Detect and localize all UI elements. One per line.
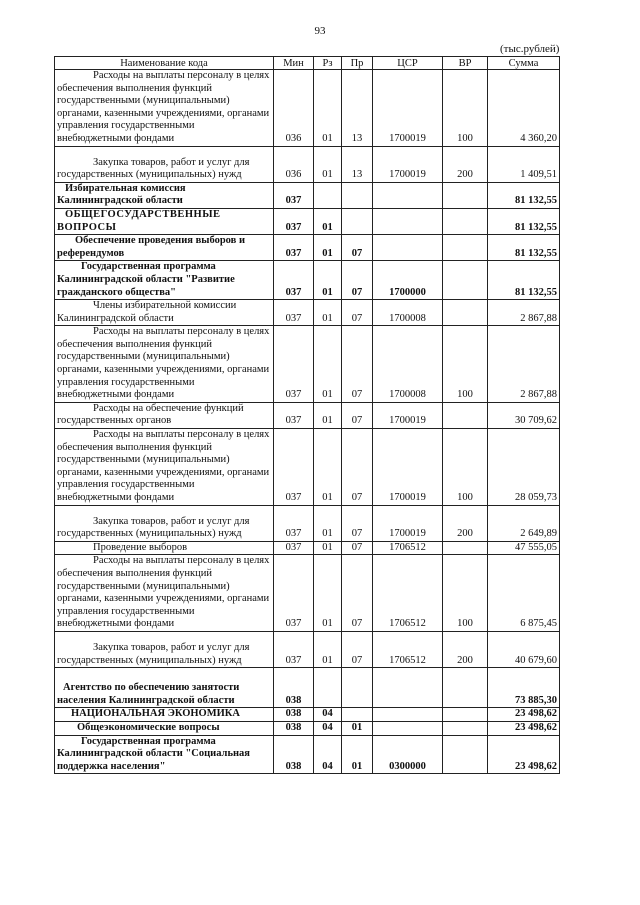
header-rz: Рз bbox=[314, 57, 342, 70]
row-pr: 13 bbox=[342, 146, 373, 182]
row-min: 037 bbox=[274, 555, 314, 632]
row-csr bbox=[373, 708, 443, 722]
row-pr: 13 bbox=[342, 70, 373, 147]
row-vr bbox=[443, 235, 488, 261]
table-row bbox=[55, 326, 560, 403]
table-row bbox=[55, 668, 560, 708]
row-min: 037 bbox=[274, 261, 314, 300]
row-min: 037 bbox=[274, 541, 314, 555]
row-vr bbox=[443, 721, 488, 735]
row-min: 038 bbox=[274, 735, 314, 774]
row-pr: 01 bbox=[342, 721, 373, 735]
row-rz bbox=[314, 668, 342, 708]
row-rz: 01 bbox=[314, 429, 342, 506]
row-sum: 2 867,88 bbox=[488, 300, 560, 326]
row-min: 037 bbox=[274, 505, 314, 541]
row-name: Государственная программа Калининградской области "Социальная поддержка населения" bbox=[55, 735, 274, 774]
row-vr bbox=[443, 182, 488, 208]
row-csr bbox=[373, 668, 443, 708]
row-pr: 07 bbox=[342, 326, 373, 403]
row-csr bbox=[373, 182, 443, 208]
row-min: 037 bbox=[274, 402, 314, 428]
row-csr: 0300000 bbox=[373, 735, 443, 774]
row-pr: 07 bbox=[342, 300, 373, 326]
row-sum: 73 885,30 bbox=[488, 668, 560, 708]
table-row bbox=[55, 708, 560, 722]
row-min: 036 bbox=[274, 146, 314, 182]
row-csr: 1700019 bbox=[373, 146, 443, 182]
row-sum: 23 498,62 bbox=[488, 721, 560, 735]
row-sum: 40 679,60 bbox=[488, 631, 560, 667]
row-rz: 01 bbox=[314, 326, 342, 403]
table-row bbox=[55, 146, 560, 182]
row-sum: 81 132,55 bbox=[488, 261, 560, 300]
row-rz: 01 bbox=[314, 261, 342, 300]
row-rz: 01 bbox=[314, 541, 342, 555]
row-min: 037 bbox=[274, 326, 314, 403]
row-name: Расходы на выплаты персоналу в целях обеспечения выполнения функций государственными (муниципальными) органами, казенными учреждениями, органами управления государственными внебюджетными фондами bbox=[55, 326, 274, 403]
row-vr: 200 bbox=[443, 631, 488, 667]
row-name: Закупка товаров, работ и услуг для государственных (муниципальных) нужд bbox=[55, 505, 274, 541]
table-row bbox=[55, 208, 560, 234]
row-vr bbox=[443, 261, 488, 300]
row-min: 036 bbox=[274, 70, 314, 147]
row-pr: 07 bbox=[342, 541, 373, 555]
row-sum: 47 555,05 bbox=[488, 541, 560, 555]
row-csr: 1700019 bbox=[373, 429, 443, 506]
row-sum: 23 498,62 bbox=[488, 735, 560, 774]
row-vr bbox=[443, 708, 488, 722]
row-csr: 1700019 bbox=[373, 402, 443, 428]
row-sum: 1 409,51 bbox=[488, 146, 560, 182]
row-name: Закупка товаров, работ и услуг для государственных (муниципальных) нужд bbox=[55, 631, 274, 667]
row-rz: 01 bbox=[314, 208, 342, 234]
row-vr: 100 bbox=[443, 326, 488, 403]
row-name: Проведение выборов bbox=[55, 541, 274, 555]
row-min: 037 bbox=[274, 429, 314, 506]
row-min: 037 bbox=[274, 235, 314, 261]
table-header bbox=[55, 57, 560, 70]
row-name: Закупка товаров, работ и услуг для государственных (муниципальных) нужд bbox=[55, 146, 274, 182]
header-min: Мин bbox=[274, 57, 314, 70]
row-vr: 100 bbox=[443, 429, 488, 506]
row-rz: 01 bbox=[314, 631, 342, 667]
row-sum: 4 360,20 bbox=[488, 70, 560, 147]
row-rz: 01 bbox=[314, 70, 342, 147]
row-min: 038 bbox=[274, 721, 314, 735]
row-name: ОБЩЕГОСУДАРСТВЕННЫЕ ВОПРОСЫ bbox=[55, 208, 274, 234]
table-row bbox=[55, 70, 560, 147]
table-row bbox=[55, 555, 560, 632]
row-sum: 2 867,88 bbox=[488, 326, 560, 403]
row-csr: 1700019 bbox=[373, 70, 443, 147]
row-vr bbox=[443, 300, 488, 326]
table-row bbox=[55, 505, 560, 541]
row-pr bbox=[342, 208, 373, 234]
row-min: 037 bbox=[274, 631, 314, 667]
row-vr bbox=[443, 402, 488, 428]
row-name: Агентство по обеспечению занятости населения Калининградской области bbox=[55, 668, 274, 708]
row-sum: 30 709,62 bbox=[488, 402, 560, 428]
header-pr: Пр bbox=[342, 57, 373, 70]
row-pr bbox=[342, 668, 373, 708]
row-rz: 01 bbox=[314, 300, 342, 326]
row-rz: 01 bbox=[314, 402, 342, 428]
row-pr: 07 bbox=[342, 402, 373, 428]
row-rz: 01 bbox=[314, 505, 342, 541]
row-rz: 04 bbox=[314, 735, 342, 774]
row-vr: 200 bbox=[443, 146, 488, 182]
row-sum: 28 059,73 bbox=[488, 429, 560, 506]
table-row bbox=[55, 402, 560, 428]
row-min: 038 bbox=[274, 668, 314, 708]
row-vr bbox=[443, 541, 488, 555]
row-name: Расходы на обеспечение функций государственных органов bbox=[55, 402, 274, 428]
row-vr bbox=[443, 668, 488, 708]
table-row bbox=[55, 735, 560, 774]
row-csr: 1700008 bbox=[373, 300, 443, 326]
row-pr: 07 bbox=[342, 555, 373, 632]
header-csr: ЦСР bbox=[373, 57, 443, 70]
row-pr: 07 bbox=[342, 505, 373, 541]
row-pr bbox=[342, 708, 373, 722]
row-vr bbox=[443, 735, 488, 774]
table-row bbox=[55, 631, 560, 667]
row-csr bbox=[373, 721, 443, 735]
row-rz: 01 bbox=[314, 555, 342, 632]
row-pr: 07 bbox=[342, 429, 373, 506]
row-name: Общеэкономические вопросы bbox=[55, 721, 274, 735]
row-pr: 07 bbox=[342, 235, 373, 261]
row-min: 037 bbox=[274, 300, 314, 326]
row-min: 037 bbox=[274, 182, 314, 208]
row-pr: 07 bbox=[342, 261, 373, 300]
table-row bbox=[55, 182, 560, 208]
row-name: Расходы на выплаты персоналу в целях обеспечения выполнения функций государственными (муниципальными) органами, казенными учреждениями, органами управления государственными внебюджетными фондами bbox=[55, 70, 274, 147]
row-name: Расходы на выплаты персоналу в целях обеспечения выполнения функций государственными (муниципальными) органами, казенными учреждениями, органами управления государственными внебюджетными фондами bbox=[55, 429, 274, 506]
row-vr: 100 bbox=[443, 70, 488, 147]
row-csr bbox=[373, 235, 443, 261]
row-name: Избирательная комиссия Калининградской области bbox=[55, 182, 274, 208]
table-row bbox=[55, 235, 560, 261]
row-sum: 81 132,55 bbox=[488, 208, 560, 234]
row-csr: 1706512 bbox=[373, 541, 443, 555]
table-row bbox=[55, 429, 560, 506]
row-vr: 100 bbox=[443, 555, 488, 632]
row-csr: 1700019 bbox=[373, 505, 443, 541]
table-row bbox=[55, 721, 560, 735]
row-rz: 01 bbox=[314, 146, 342, 182]
row-min: 038 bbox=[274, 708, 314, 722]
row-pr: 01 bbox=[342, 735, 373, 774]
row-csr: 1700000 bbox=[373, 261, 443, 300]
row-sum: 2 649,89 bbox=[488, 505, 560, 541]
table-row bbox=[55, 261, 560, 300]
row-csr: 1700008 bbox=[373, 326, 443, 403]
header-name: Наименование кода bbox=[55, 57, 274, 70]
row-csr: 1706512 bbox=[373, 631, 443, 667]
row-vr: 200 bbox=[443, 505, 488, 541]
row-pr bbox=[342, 182, 373, 208]
row-name: Члены избирательной комиссии Калининградской области bbox=[55, 300, 274, 326]
row-name: Государственная программа Калининградской области "Развитие гражданского общества" bbox=[55, 261, 274, 300]
table-row bbox=[55, 300, 560, 326]
row-name: Обеспечение проведения выборов и референдумов bbox=[55, 235, 274, 261]
page-number: 93 bbox=[314, 25, 326, 37]
header-vr: ВР bbox=[443, 57, 488, 70]
row-csr: 1706512 bbox=[373, 555, 443, 632]
budget-table bbox=[54, 56, 560, 774]
row-rz: 01 bbox=[314, 235, 342, 261]
row-csr bbox=[373, 208, 443, 234]
row-name: Расходы на выплаты персоналу в целях обеспечения выполнения функций государственными (муниципальными) органами, казенными учреждениями, органами управления государственными внебюджетными фондами bbox=[55, 555, 274, 632]
row-vr bbox=[443, 208, 488, 234]
row-rz: 04 bbox=[314, 721, 342, 735]
units-label: (тыс.рублей) bbox=[500, 43, 560, 55]
row-sum: 81 132,55 bbox=[488, 235, 560, 261]
row-sum: 23 498,62 bbox=[488, 708, 560, 722]
header-sum: Сумма bbox=[488, 57, 560, 70]
row-sum: 81 132,55 bbox=[488, 182, 560, 208]
row-name: НАЦИОНАЛЬНАЯ ЭКОНОМИКА bbox=[55, 708, 274, 722]
row-pr: 07 bbox=[342, 631, 373, 667]
row-rz bbox=[314, 182, 342, 208]
row-rz: 04 bbox=[314, 708, 342, 722]
row-sum: 6 875,45 bbox=[488, 555, 560, 632]
row-min: 037 bbox=[274, 208, 314, 234]
table-row bbox=[55, 541, 560, 555]
